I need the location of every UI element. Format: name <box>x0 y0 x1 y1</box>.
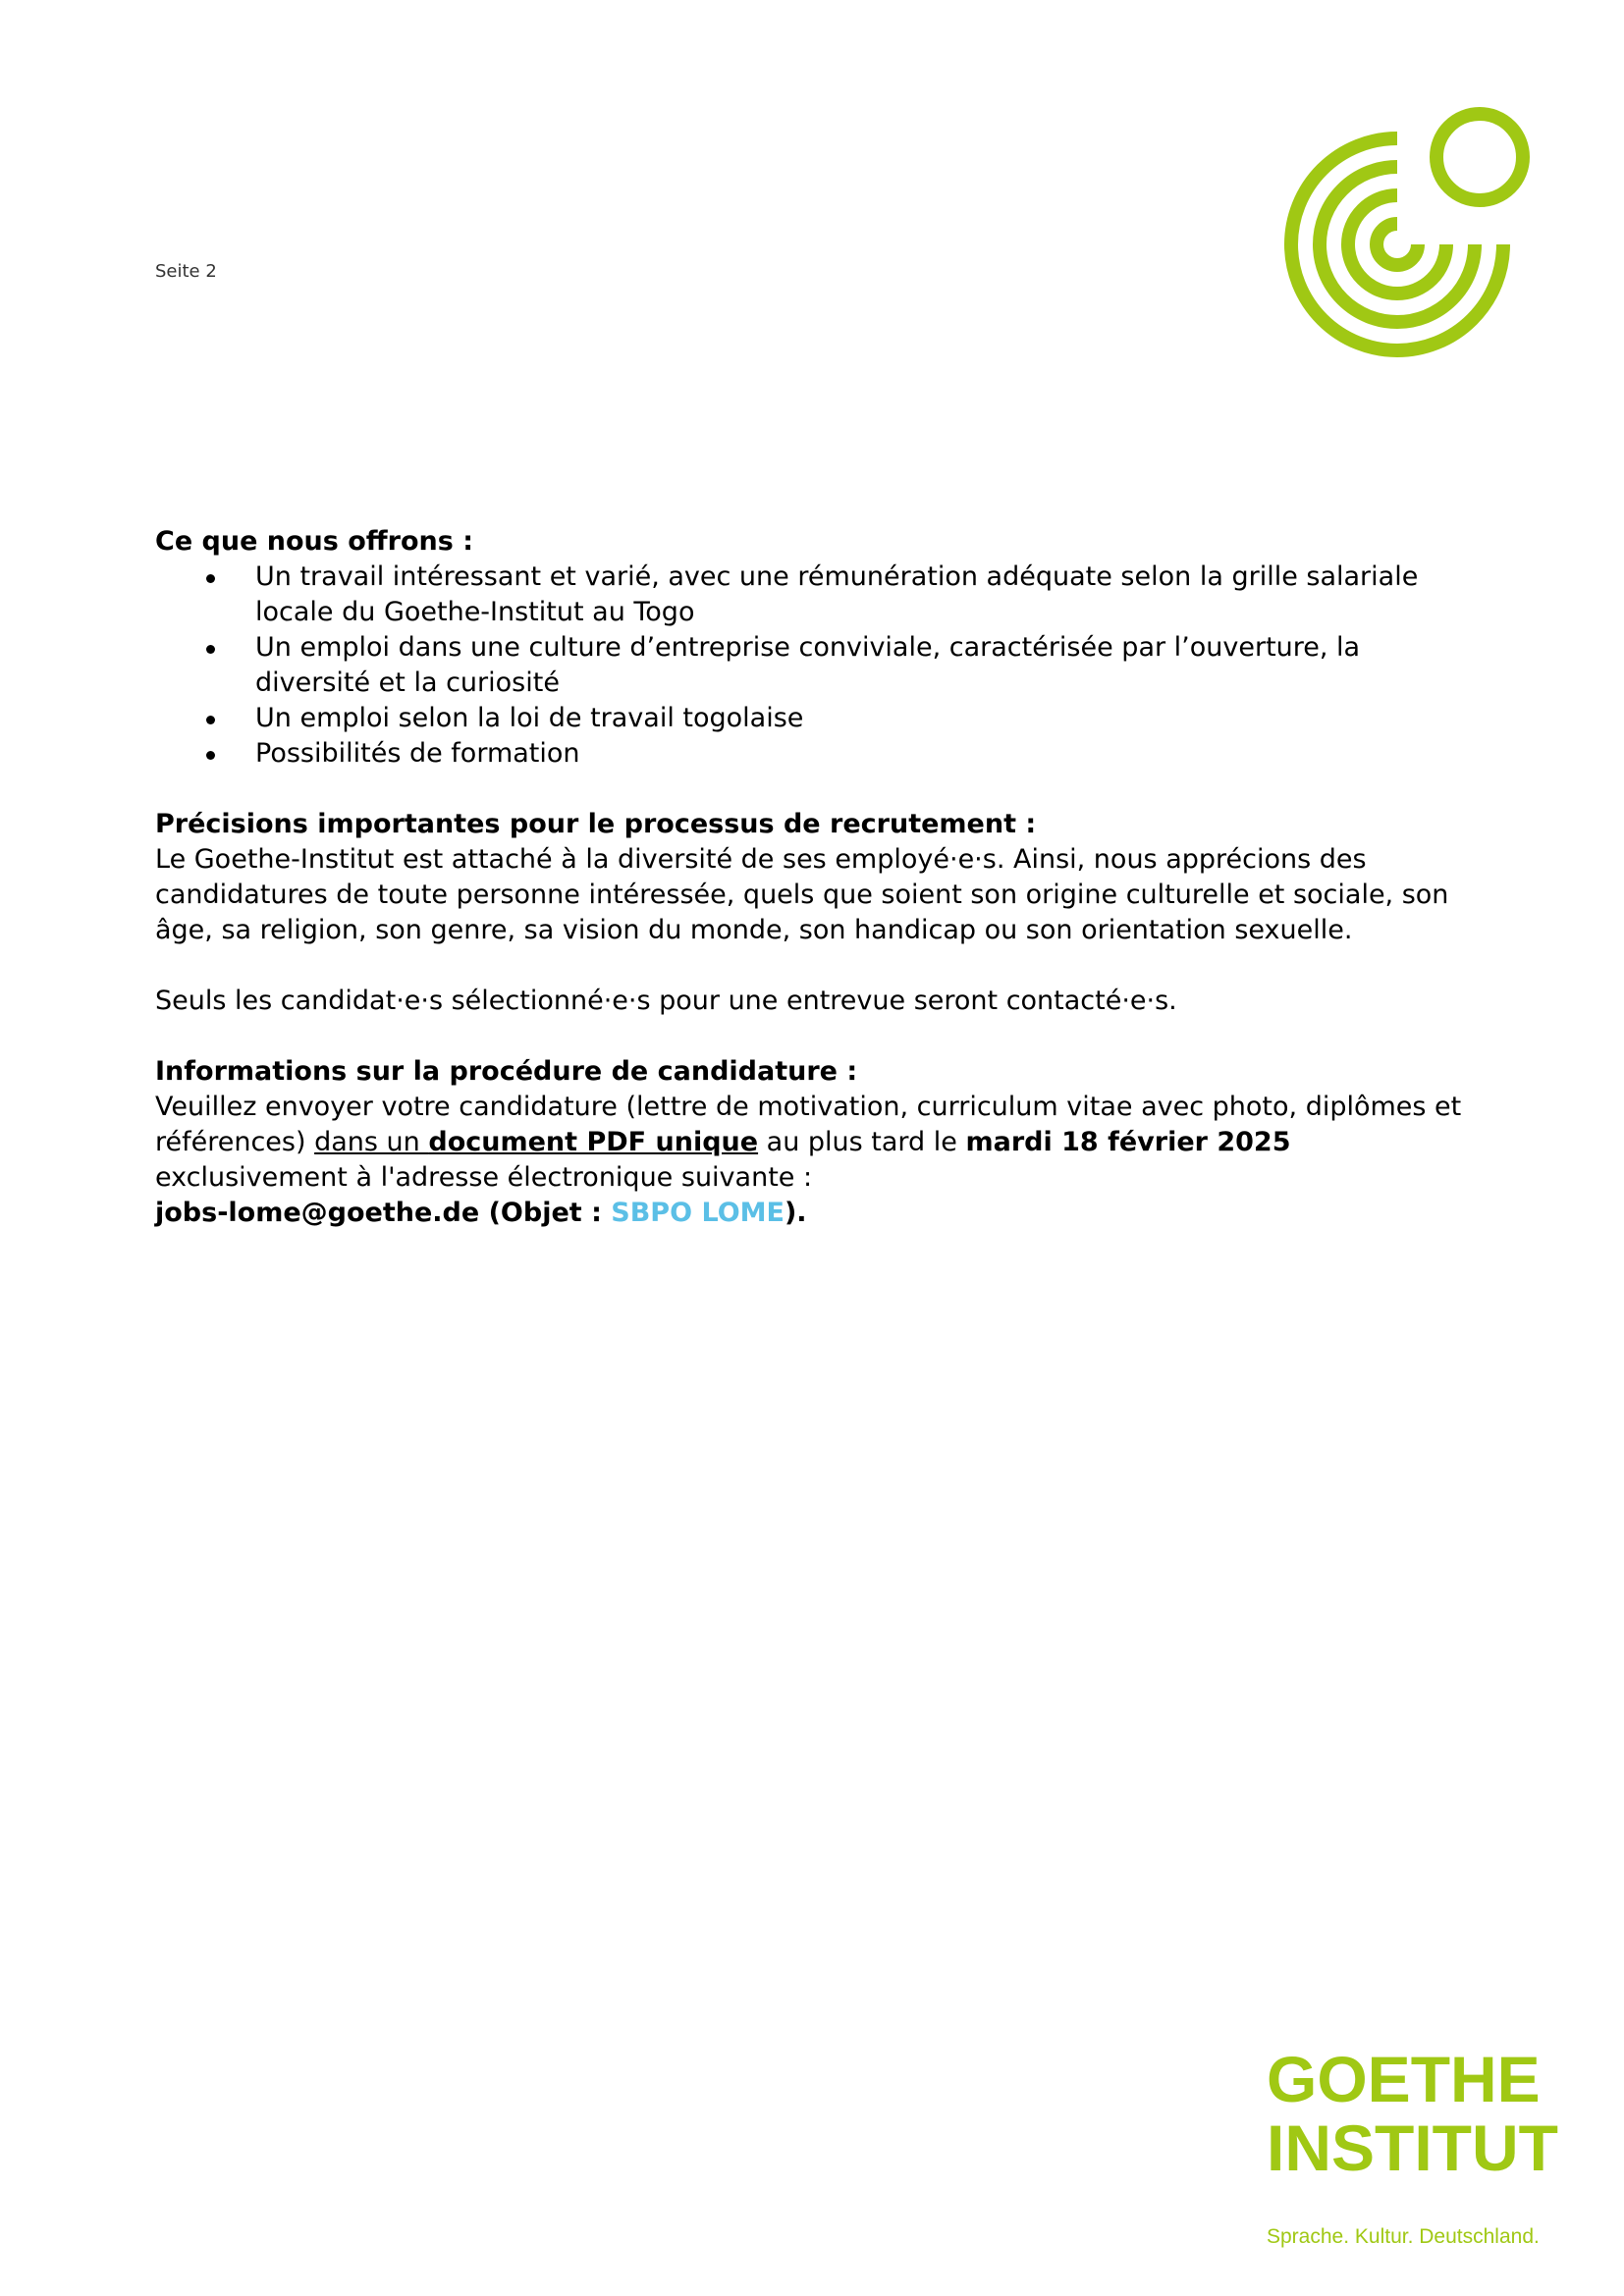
offers-list <box>155 560 1471 772</box>
email-address[interactable]: jobs-lome@goethe.de (Objet : <box>155 1198 612 1228</box>
email-line: jobs-lome@goethe.de (Objet : SBPO LOME). <box>155 1198 807 1228</box>
offer-item: Possibilités de formation <box>155 736 1471 772</box>
recruitment-paragraph: Le Goethe-Institut est attaché à la diversité de ses employé·e·s. Ainsi, nous apprécions des candidatures de toute personne intéressée, quels que soient son origine culturelle et sociale, son âge, sa religion, son genre, sa vision du monde, son handicap ou son orientation sexuelle. <box>155 844 1449 945</box>
subject-code: SBPO LOME <box>611 1198 785 1228</box>
goethe-institut-logo <box>1267 2043 1558 2249</box>
application-heading: Informations sur la procédure de candidature : <box>155 1056 858 1087</box>
bullet-icon <box>206 716 215 724</box>
deadline-date: mardi 18 février 2025 <box>965 1127 1291 1157</box>
bullet-icon <box>206 751 215 760</box>
goethe-logo-icon <box>1262 102 1546 387</box>
page-number: Seite 2 <box>155 261 217 282</box>
offer-item: Un emploi dans une culture d’entreprise conviviale, caractérisée par l’ouverture, la diversité et la curiosité <box>155 630 1471 701</box>
offer-item: Un travail intéressant et varié, avec une rémunération adéquate selon la grille salariale locale du Goethe-Institut au Togo <box>155 560 1471 630</box>
logo-word-goethe: GOETHE <box>1267 2043 1541 2115</box>
logo-word-institut: INSTITUT <box>1267 2111 1558 2184</box>
offers-heading: Ce que nous offrons : <box>155 526 474 557</box>
pdf-requirement: document PDF unique <box>428 1127 759 1157</box>
recruitment-note: Seuls les candidat·e·s sélectionné·e·s pour une entrevue seront contacté·e·s. <box>155 986 1177 1016</box>
recruitment-heading: Précisions importantes pour le processus de recrutement : <box>155 809 1037 839</box>
bullet-icon <box>206 574 215 583</box>
document-body <box>155 524 1471 1231</box>
underlined-text: dans un <box>314 1127 429 1157</box>
application-paragraph: Veuillez envoyer votre candidature (lettre de motivation, curriculum vitae avec photo, diplômes et références) dans un document PDF unique au plus tard le mardi 18 février 2025 exclusivement à l'adresse électronique suivante : <box>155 1092 1462 1193</box>
offer-item: Un emploi selon la loi de travail togolaise <box>155 701 1471 736</box>
logo-arcs <box>1291 138 1503 350</box>
logo-circle <box>1436 114 1523 200</box>
logo-tagline: Sprache. Kultur. Deutschland. <box>1267 2225 1540 2248</box>
bullet-icon <box>206 645 215 654</box>
